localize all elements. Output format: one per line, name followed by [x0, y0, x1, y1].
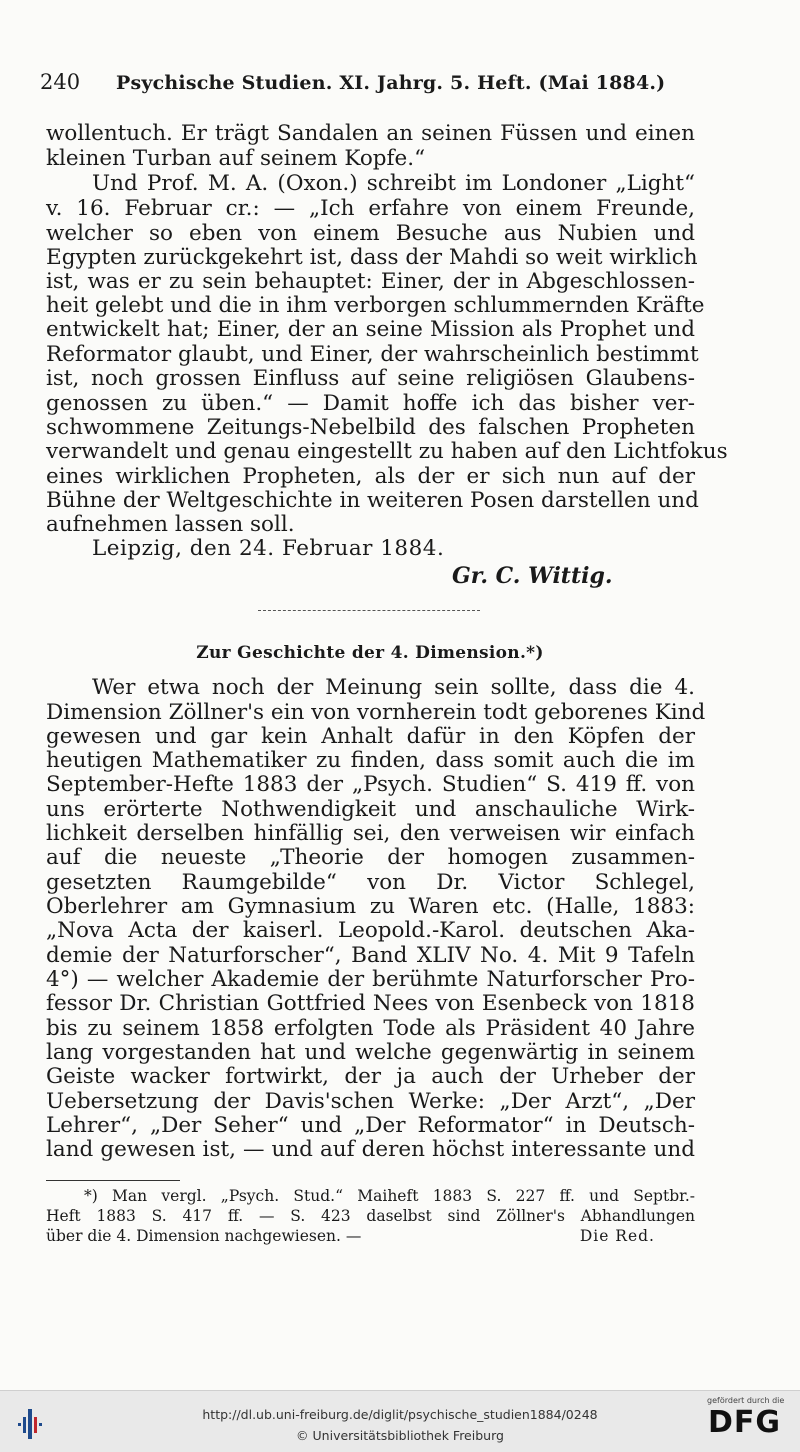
text-line: Geiste wacker fortwirkt, der ja auch der Urheber der — [46, 1064, 695, 1089]
text-line: Dimension Zöllner's ein von vornherein todt geborenes Kind — [46, 700, 706, 725]
text-line: lichkeit derselben hinfällig sei, den verweisen wir einfach — [46, 821, 695, 846]
text-line: „Nova Acta der kaiserl. Leopold.-Karol. deutschen Aka- — [46, 918, 695, 943]
text-line: aufnehmen lassen soll. — [46, 512, 295, 537]
text-line: Uebersetzung der Davis'schen Werke: „Der Arzt“, „Der — [46, 1089, 695, 1114]
running-title: Psychische Studien. XI. Jahrg. 5. Heft. (Mai 1884.) — [116, 72, 666, 94]
text-line: schwommene Zeitungs-Nebelbild des falschen Propheten — [46, 415, 695, 440]
text-line: ist, was er zu sein behauptet: Einer, der in Abgeschlossen- — [46, 269, 695, 294]
text-line: fessor Dr. Christian Gottfried Nees von Esenbeck von 1818 — [46, 991, 695, 1016]
text-line: verwandelt und genau eingestellt zu haben auf den Lichtfokus — [46, 439, 728, 464]
text-line: wollentuch. Er trägt Sandalen an seinen Füssen und einen — [46, 121, 695, 146]
funder-caption: gefördert durch die — [707, 1396, 785, 1405]
dateline: Leipzig, den 24. Februar 1884. — [92, 536, 445, 561]
text-line: eines wirklichen Propheten, als der er sich nun auf der — [46, 464, 695, 489]
text-line: Bühne der Weltgeschichte in weiteren Posen darstellen und — [46, 488, 699, 513]
text-line: 4°) — welcher Akademie der berühmte Naturforscher Pro- — [46, 967, 695, 992]
viewer-footer — [0, 1390, 800, 1452]
text-line: bis zu seinem 1858 erfolgten Tode als Präsident 40 Jahre — [46, 1016, 695, 1041]
text-line: lang vorgestanden hat und welche gegenwärtig in seinem — [46, 1040, 695, 1065]
text-line: Oberlehrer am Gymnasium zu Waren etc. (Halle, 1883: — [46, 894, 695, 919]
text-line: Reformator glaubt, und Einer, der wahrscheinlich bestimmt — [46, 342, 699, 367]
text-line: Lehrer“, „Der Seher“ und „Der Reformator“ in Deutsch- — [46, 1113, 695, 1138]
footnote-line: *) Man vergl. „Psych. Stud.“ Maiheft 1883 S. 227 ff. und Septbr.- — [84, 1187, 695, 1205]
footnote-line: über die 4. Dimension nachgewiesen. — — [46, 1227, 362, 1245]
text-line: gewesen und gar kein Anhalt dafür in den Köpfen der — [46, 724, 695, 749]
text-line: auf die neueste „Theorie der homogen zusammen- — [46, 845, 695, 870]
text-line: Egypten zurückgekehrt ist, dass der Mahdi so weit wirklich — [46, 245, 698, 270]
page-number: 240 — [40, 70, 81, 94]
footnote-credit: Die Red. — [579, 1227, 655, 1245]
text-line: ist, noch grossen Einfluss auf seine religiösen Glaubens- — [46, 366, 695, 391]
text-line: land gewesen ist, — und auf deren höchst interessante und — [46, 1137, 695, 1162]
text-line: Und Prof. M. A. (Oxon.) schreibt im Londoner „Light“ — [92, 171, 695, 196]
footnote-line: Heft 1883 S. 417 ff. — S. 423 daselbst sind Zöllner's Abhandlungen — [46, 1207, 695, 1225]
section-title: Zur Geschichte der 4. Dimension.*) — [196, 643, 544, 663]
text-line: entwickelt hat; Einer, der an seine Mission als Prophet und — [46, 317, 695, 342]
text-line: welcher so eben von einem Besuche aus Nubien und — [46, 221, 695, 246]
text-line: v. 16. Februar cr.: — „Ich erfahre von einem Freunde, — [46, 196, 695, 221]
running-header — [40, 70, 760, 100]
text-line: heutigen Mathematiker zu finden, dass somit auch die im — [46, 748, 695, 773]
permalink[interactable]: http://dl.ub.uni-freiburg.de/diglit/psychische_studien1884/0248 — [202, 1407, 598, 1422]
footnote-last-line — [46, 1226, 695, 1247]
text-line: uns erörterte Nothwendigkeit und anschauliche Wirk- — [46, 797, 695, 822]
copyright-notice: © Universitätsbibliothek Freiburg — [296, 1428, 504, 1443]
text-line: Wer etwa noch der Meinung sein sollte, dass die 4. — [92, 675, 695, 700]
text-line: gesetzten Raumgebilde“ von Dr. Victor Schlegel, — [46, 870, 695, 895]
author-signature: Gr. C. Wittig. — [452, 563, 613, 589]
text-line: genossen zu üben.“ — Damit hoffe ich das bisher ver- — [46, 391, 695, 416]
text-line: heit gelebt und die in ihm verborgen schlummernden Kräfte — [46, 293, 705, 318]
text-line: kleinen Turban auf seinem Kopfe.“ — [46, 146, 426, 171]
footnote-rule — [46, 1180, 180, 1181]
text-line: September-Hefte 1883 der „Psych. Studien“ S. 419 ff. von — [46, 772, 695, 797]
text-line: demie der Naturforscher“, Band XLIV No. 4. Mit 9 Tafeln — [46, 943, 695, 968]
section-separator — [258, 610, 480, 611]
dfg-logo: DFG — [708, 1405, 782, 1440]
